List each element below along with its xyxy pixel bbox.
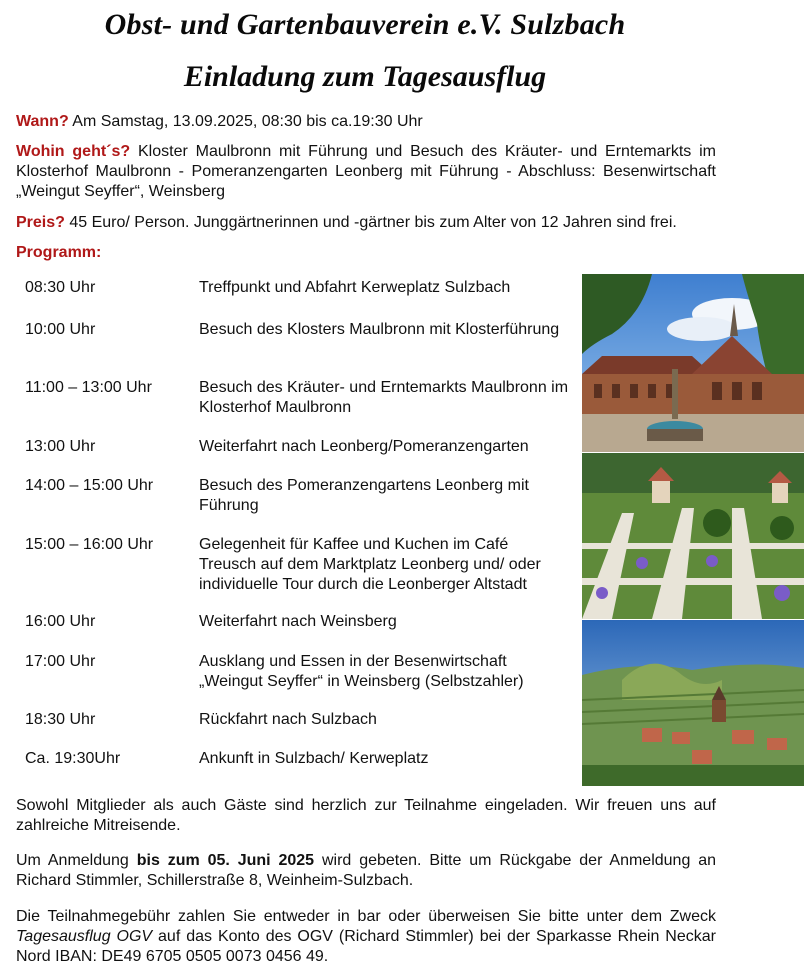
- program-desc: Gelegenheit für Kaffee und Kuchen im Café Treusch auf dem Marktplatz Leonberg und/ oder individuelle Tour durch die Leonberger Altstadt: [199, 536, 541, 593]
- program-desc: Besuch des Pomeranzengartens Leonberg mit Führung: [199, 477, 529, 514]
- price-text: 45 Euro/ Person. Junggärtnerinnen und -gärtner bis zum Alter von 12 Jahren sind frei.: [64, 214, 677, 231]
- program-time: 11:00 – 13:00 Uhr: [25, 379, 152, 396]
- where-text: Kloster Maulbronn mit Führung und Besuch des Kräuter- und Erntemarkts im Klosterhof Maulbronn - Pomeranzengarten Leonberg mit Führung - Abschluss: Besenwirtschaft „Weingut Seyffer“, Weinsberg: [16, 143, 716, 200]
- monastery-photo: [582, 274, 804, 452]
- invitation-title: Einladung zum Tagesausflug: [183, 60, 547, 93]
- payment-account: auf das Konto des OGV (Richard Stimmler) bei der Sparkasse Rhein Neckar Nord IBAN: DE49 6705 0505 0073 0456 49.: [16, 928, 716, 965]
- program-time: 14:00 – 15:00 Uhr: [25, 477, 154, 494]
- where-label: Wohin geht´s?: [16, 143, 131, 160]
- program-desc: Ausklang und Essen in der Besenwirtschaft „Weingut Seyffer“ in Weinsberg (Selbstzahler): [199, 653, 524, 690]
- registration-address: wird gebeten. Bitte um Rückgabe der Anmeldung an Richard Stimmler, Schillerstraße 8, Weinheim-Sulzbach.: [16, 852, 717, 889]
- program-time: 18:30 Uhr: [25, 711, 96, 728]
- payment-purpose: Tagesausflug OGV: [16, 928, 153, 945]
- when-text: Am Samstag, 13.09.2025, 08:30 bis ca.19:30 Uhr: [68, 113, 423, 130]
- program-time: 10:00 Uhr: [25, 321, 96, 338]
- registration-deadline: bis zum 05. Juni 2025: [136, 852, 315, 869]
- payment-paragraph: [16, 907, 716, 967]
- program-time: 16:00 Uhr: [25, 613, 96, 630]
- program-desc: Weiterfahrt nach Weinsberg: [199, 613, 397, 630]
- program-desc: Besuch des Kräuter- und Erntemarkts Maulbronn im Klosterhof Maulbronn: [199, 379, 569, 416]
- invite-paragraph: Sowohl Mitglieder als auch Gäste sind herzlich zur Teilnahme eingeladen. Wir freuen uns auf zahlreiche Mitreisende.: [16, 797, 716, 834]
- garden-photo: [582, 453, 804, 619]
- where-paragraph: [16, 142, 716, 202]
- program-time: 13:00 Uhr: [25, 438, 96, 455]
- program-heading: Programm:: [16, 244, 102, 261]
- price-paragraph: [16, 213, 716, 233]
- registration-paragraph: [16, 851, 716, 891]
- program-time: Ca. 19:30Uhr: [25, 750, 121, 767]
- when-label: Wann?: [16, 113, 69, 130]
- club-title: Obst- und Gartenbauverein e.V. Sulzbach: [104, 8, 626, 41]
- vineyard-photo: [582, 620, 804, 786]
- program-desc: Weiterfahrt nach Leonberg/Pomeranzengarten: [199, 438, 529, 455]
- program-desc: Treffpunkt und Abfahrt Kerweplatz Sulzbach: [199, 279, 511, 296]
- registration-text: Um Anmeldung: [16, 852, 137, 869]
- program-time: 15:00 – 16:00 Uhr: [25, 536, 154, 553]
- program-time: 08:30 Uhr: [25, 279, 96, 296]
- payment-text: Die Teilnahmegebühr zahlen Sie entweder in bar oder überweisen Sie bitte unter dem Zweck: [16, 908, 716, 925]
- program-desc: Ankunft in Sulzbach/ Kerweplatz: [199, 750, 429, 767]
- price-label: Preis?: [16, 214, 65, 231]
- when-paragraph: [16, 112, 716, 132]
- program-desc: Besuch des Klosters Maulbronn mit Klosterführung: [199, 321, 560, 338]
- program-time: 17:00 Uhr: [25, 653, 96, 670]
- program-desc: Rückfahrt nach Sulzbach: [199, 711, 377, 728]
